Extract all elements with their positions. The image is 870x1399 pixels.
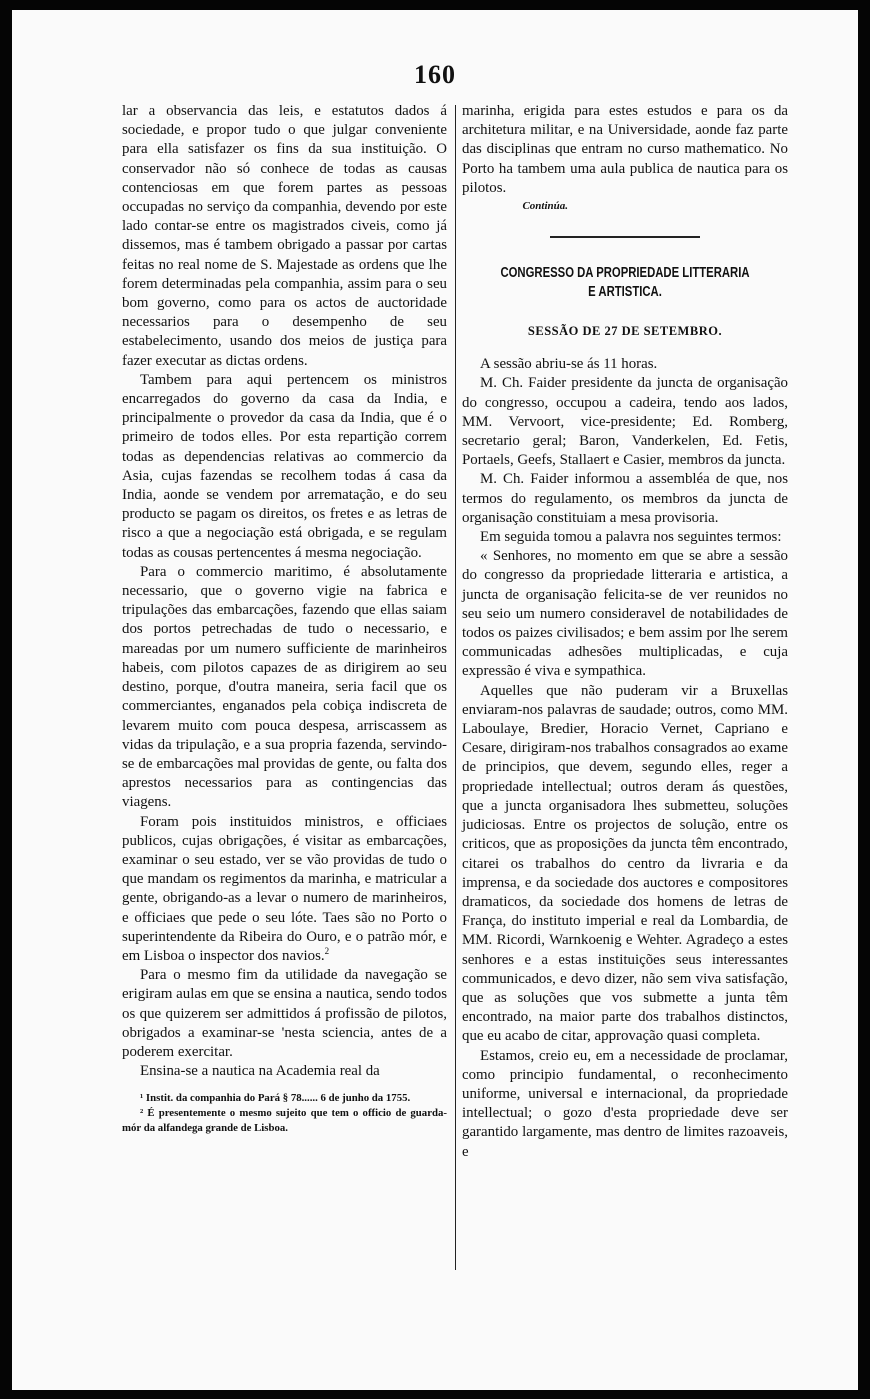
right-paragraph-3: M. Ch. Faider informou a assembléa de que, nos termos do regulamento, os membros da juncta de organisação constituiam a mesa provisoria. [462, 471, 788, 526]
newspaper-page [12, 10, 858, 1390]
footnotes [122, 1091, 447, 1136]
right-paragraph-7: Estamos, creio eu, em a necessidade de proclamar, como principio fundamental, o reconhecimento uniforme, universal e internacional, da propriedade intellectual; o gozo d'esta propriedade deve ser garantido largamente, mas dentro de limites razoaveis, e [462, 1047, 788, 1160]
left-paragraph-3: Para o commercio maritimo, é absolutamente necessario, que o governo vigie na fabrica e tripulações das embarcações, fazendo que ellas saiam dos portos petrechadas de tudo o necessario, e mareadas por um numero sufficiente de marinheiros habeis, com pilotos capazes de as dirigirem ao seu destino, porque, d'outra maneira, seria facil que os commerciantes, enganados pela cobiça indiscreta de levarem muito com pouca despesa, arriscassem as vidas da tripulação, e a sua propria fazenda, servindo-se de embarcações mal providas de gente, ou falta dos aprestos necessarios para as contingencias das viagens. [122, 563, 447, 811]
right-paragraph-1: A sessão abriu-se ás 11 horas. [480, 356, 658, 373]
column-divider [455, 105, 456, 1270]
right-paragraph-2: M. Ch. Faider presidente da juncta de organisação do congresso, occupou a cadeira, tendo aos lados, MM. Vervoort, vice-presidente; Ed. Romberg, secretario geral; Baron, Vanderkelen, Ed. Fetis, Portaels, Geefs, Stallaert e Casier, membros da juncta. [462, 375, 788, 469]
right-opening-paragraph: marinha, erigida para estes estudos e para os da architetura militar, e na Universidade, aonde faz parte das disciplinas que entram no curso mathematico. No Porto ha tambem uma aula publica de nautica para os pilotos. [462, 103, 788, 196]
right-column [462, 102, 788, 1162]
section-title [498, 264, 752, 302]
section-title-line-2: E ARTISTICA. [588, 284, 662, 301]
left-paragraph-1: lar a observancia das leis, e estatutos dados á sociedade, e propor tudo o que julgar conveniente para ella satisfazer os fins da sua instituição. O conservador não só conhece de todas as causas contenciosas em que forem partes as pessoas occupadas no serviço da companhia, devendo por este lado contar-se entre os magistrados civeis, como já dissemos, mas é tambem obrigado a passar por cartas feitas no real nome de S. Majestade as ordens que lhe forem determinadas pela companhia, assim para o seu bom governo, como para os actos de auctoridade necessarios para o desempenho de seu estabelecimento, usando dos meios de justiça para fazer executar as dictas ordens. [122, 103, 447, 369]
left-paragraph-5: Para o mesmo fim da utilidade da navegação se erigiram aulas em que se ensina a nautica, sendo todos os que quizerem ser admittidos á profissão de pilotos, obrigados a examinar-se 'nesta sciencia, antes de a poderem exercitar. [122, 967, 448, 1060]
footnote-1: ¹ Instit. da companhia do Pará § 78...... 6 de junho da 1755. [140, 1092, 411, 1105]
right-paragraph-5: « Senhores, no momento em que se abre a sessão do congresso da propriedade litteraria e artistica, a juncta de organisação felicita-se de ver reunidos no seu seio um numero consideravel de notabilidades de todos os paizes civilisados; e bem assim por lhe serem communicadas adhesões multiplicadas, e cuja expressão é viva e sympathica. [462, 548, 788, 680]
right-paragraph-4: Em seguida tomou a palavra nos seguintes termos: [480, 529, 782, 546]
left-paragraph-4 [122, 813, 447, 967]
left-paragraph-4-text: Foram pois instituidos ministros, e officiaes publicos, cujas obrigações, é visitar as embarcações, examinar o seu estado, ver se vão providas de tudo o que mandam os regimentos da marinha, e matricular a gente, obrigando-as a levar o numero de marinheiros, e officiaes que pede o seu lóte. Taes são no Porto o superintendente da Ribeira do Ouro, e o patrão mór, e em Lisboa o inspector dos navios. [122, 813, 447, 964]
left-column [122, 102, 447, 1136]
left-paragraph-6: Ensina-se a nautica na Academia real da [140, 1063, 380, 1080]
footnote-marker: 2 [324, 945, 330, 956]
section-rule [550, 236, 700, 238]
left-paragraph-2: Tambem para aqui pertencem os ministros encarregados do governo da casa da India, e principalmente o provedor da casa da India, que é o primeiro de todos elles. Por esta repartição correm todas as dependencias relativas ao commercio da Asia, cujas fazendas se recolhem todas á casa da India, aonde se vendem por arrematação, e do seu producto se pagam os direitos, os fretes e as letras de risco a que a negociação está obrigada, e se regulam todas as cousas pertencentes á mesma negociação. [122, 371, 447, 561]
footnote-2: ² É presentemente o mesmo sujeito que tem o officio de guarda-mór da alfandega grande de Lisboa. [122, 1107, 447, 1135]
continua-note: Continúa. [522, 200, 568, 213]
section-title-line-1: CONGRESSO DA PROPRIEDADE LITTERARIA [500, 265, 750, 282]
right-paragraph-6: Aquelles que não puderam vir a Bruxellas enviaram-nos palavras de saudade; outros, como MM. Laboulaye, Bredier, Horacio Vernet, Capriano e Cesare, dirigiram-nos trabalhos consagrados ao exame de principios, que devem, segundo elles, reger a propriedade intellectual; outros deram ás questões, que a juncta organisadora lhes submetteu, soluções judiciosas. Entre os projectos de solução, entre os criticos, que as proposições da juncta têm encontrado, citarei os trabalhos do centro da livraria e da imprensa, e da sociedade dos auctores e compositores dramaticos, da sociedade dos homens de letras de França, do instituto imperial e real da Lombardia, de MM. Ricordi, Warnkoenig e Wehter. Agradeço a estes senhores e a estas instituições seus interessantes communicados, e devo dizer, não sem viva satisfação, que as soluções que vos submette a junta têm encontrado, na maior parte dos trabalhos distinctos, que eu acabo de citar, approvação quasi completa. [462, 682, 788, 1045]
session-heading: SESSÃO DE 27 DE SETEMBRO. [527, 324, 723, 339]
page-number: 160 [414, 60, 456, 89]
